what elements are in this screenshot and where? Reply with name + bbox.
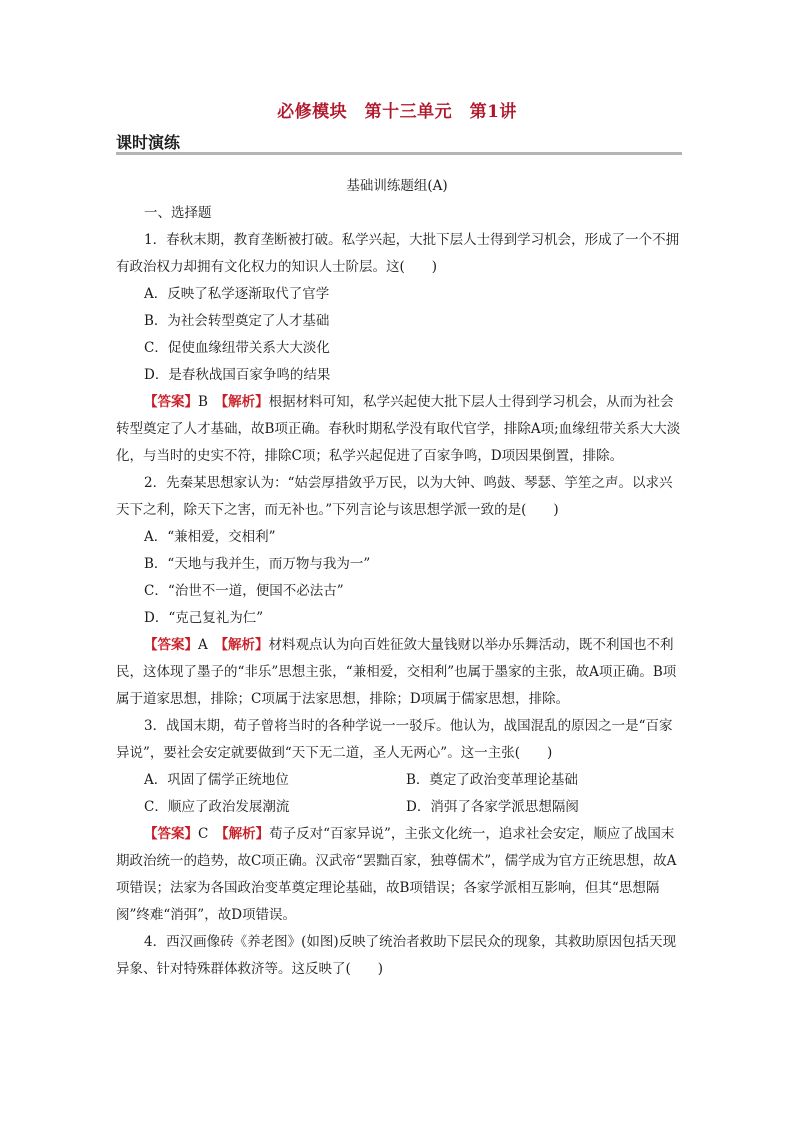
part-heading: 一、选择题 [144,205,212,221]
option-row [116,794,682,821]
analysis-label: 【解析】 [221,394,269,410]
answer-value: C [198,826,222,842]
question-stem: 4．西汉画像砖《养老图》(如图)反映了统治者救助下层民众的现象，其救助原因包括天现异象、针对特殊群体救济等。这反映了( ) [116,934,677,977]
option-b: B．奠定了政治变革理论基础 [406,772,578,788]
exercise-group-title: 基础训练题组(A) [346,178,448,194]
option-row [116,767,682,794]
option-d: D．消弭了各家学派思想隔阂 [406,799,579,815]
option-a: A．反映了私学逐渐取代了官学 [144,286,330,302]
analysis-text: 荀子反对“百家异说”，主张文化统一，追求社会安定，顺应了战国末期政治统一的趋势，故C项正确。汉武帝“罢黜百家，独尊儒术”，儒学成为官方正统思想，故A项错误；法家为各国政治变革奠定理论基础，故B项错误；各家学派相互影响，但其“思想隔阂”终难“消弭”，故D项错误。 [116,826,677,923]
option-b: B．为社会转型奠定了人才基础 [144,313,330,329]
answer-analysis [116,632,682,713]
analysis-text: 材料观点认为向百姓征敛大量钱财以举办乐舞活动，既不利国也不利民，这体现了墨子的“非乐”思想主张，“兼相爱，交相利”也属于墨家的主张，故A项正确。B项属于道家思想，排除；C项属于法家思想，排除；D项属于儒家思想，排除。 [116,637,677,707]
question-list [116,200,682,983]
answer-label: 【答案】 [144,637,198,653]
option-b: B．“天地与我并生，而万物与我为一” [144,556,371,572]
option-c: C．促使血缘纽带关系大大淡化 [144,340,330,356]
section-heading: 课时演练 [116,133,181,152]
answer-value: A [198,637,222,653]
question-3 [116,713,682,929]
option-c: C．“治世不一道，便国不必法古” [144,583,344,599]
document-title: 必修模块 第十三单元 第1讲 [277,102,517,122]
option-d: D．“克己复礼为仁” [144,610,264,626]
analysis-text: 根据材料可知，私学兴起使大批下层人士得到学习机会，从而为社会转型奠定了人才基础，故B项正确。春秋时期私学没有取代官学，排除A项;血缘纽带关系大大淡化，与当时的史实不符，排除C项；私学兴起促进了百家争鸣，D项因果倒置，排除。 [116,394,681,464]
question-stem: 1．春秋末期，教育垄断被打破。私学兴起，大批下层人士得到学习机会，形成了一个不拥有政治权力却拥有文化权力的知识人士阶层。这( ) [116,232,680,275]
answer-value: B [198,394,222,410]
question-4 [116,929,682,983]
analysis-label: 【解析】 [221,826,270,842]
analysis-label: 【解析】 [221,637,269,653]
answer-label: 【答案】 [144,394,198,410]
answer-analysis [116,389,682,470]
answer-analysis [116,821,682,929]
question-stem: 3．战国末期，荀子曾将当时的各种学说一一驳斥。他认为，战国混乱的原因之一是“百家异说”，要社会安定就要做到“天下无二道，圣人无两心”。这一主张( ) [116,718,673,761]
question-2 [116,470,682,713]
question-stem: 2．先秦某思想家认为：“姑尝厚措敛乎万民，以为大钟、鸣鼓、琴瑟、竽笙之声。以求兴天下之利，除天下之害，而无补也。”下列言论与该思想学派一致的是( ) [116,475,673,518]
heading-divider [116,152,682,155]
option-d: D．是春秋战国百家争鸣的结果 [144,367,331,383]
option-a: A．巩固了儒学正统地位 [144,772,289,788]
option-a: A．“兼相爱，交相利” [144,529,276,545]
answer-label: 【答案】 [144,826,198,842]
question-1 [116,227,682,470]
option-c: C．顺应了政治发展潮流 [144,799,290,815]
